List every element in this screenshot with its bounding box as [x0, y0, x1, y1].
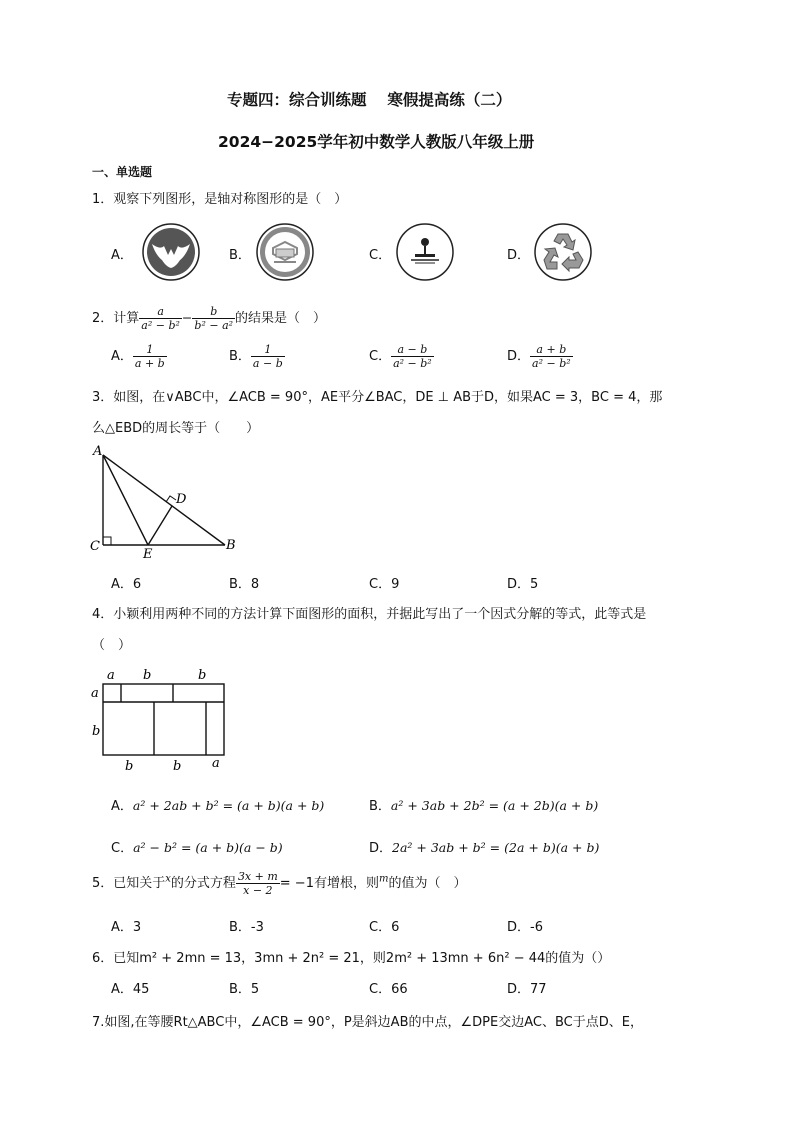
q3-option-c: C．9 — [369, 577, 400, 592]
question-2-stem — [92, 305, 326, 332]
q6-option-b: B．5 — [229, 982, 260, 997]
q5-fraction — [236, 870, 280, 897]
q2-option-d-den: a² − b² — [532, 357, 571, 370]
q5-var-m: m — [378, 873, 389, 885]
q4-left-b: b — [92, 724, 101, 739]
joystick-icon — [394, 222, 458, 282]
q2-option-c-num: a − b — [391, 343, 434, 357]
q2-fraction-2 — [192, 305, 235, 332]
q2-option-d — [507, 343, 573, 370]
title-line-1: 专题四：综合训练题 寒假提高练（二） — [227, 91, 512, 109]
q3-option-b: B．8 — [229, 577, 260, 592]
q1-option-d-label: D． — [507, 248, 531, 263]
q2-option-d-label: D． — [507, 349, 531, 364]
bank-emblem-icon — [254, 222, 318, 282]
q2-f1-denominator: a² − b² — [141, 319, 180, 332]
q5-option-c: C．6 — [369, 920, 400, 935]
q1-option-a-label: A． — [111, 248, 133, 263]
q2-option-a-den: a + b — [134, 357, 165, 370]
q4-rectangle-figure — [88, 664, 238, 776]
q4-option-b-expr: a² + 3ab + 2b² = (a + 2b)(a + b) — [390, 798, 599, 813]
q4-option-c-label: C． — [111, 841, 134, 856]
q4-option-a — [111, 795, 324, 814]
q5-numerator: 3x + m — [237, 870, 278, 883]
q2-option-b-den: a − b — [252, 357, 283, 370]
question-5-stem — [92, 870, 466, 897]
question-1-stem: 1．观察下列图形，是轴对称图形的是（ ） — [92, 192, 348, 207]
q2-option-a — [111, 343, 167, 370]
q1-option-b-label: B． — [229, 248, 251, 263]
q6-option-a: A．45 — [111, 982, 150, 997]
q4-option-d-label: D． — [369, 841, 393, 856]
q5-option-a: A．3 — [111, 920, 142, 935]
q5-suffix: 的值为（ ） — [388, 876, 467, 891]
q4-top-b-1: b — [143, 668, 152, 683]
q1-option-c-label: C． — [369, 248, 392, 263]
batman-logo-icon — [140, 222, 204, 282]
q3-point-e: E — [143, 547, 153, 560]
q2-option-c — [369, 343, 434, 370]
q5-eq: = −1有增根，则 — [279, 876, 379, 891]
q4-option-d — [369, 837, 599, 856]
title-line-2: 2024−2025学年初中数学人教版八年级上册 — [218, 133, 535, 151]
q3-option-a: A．6 — [111, 577, 142, 592]
q2-option-a-fraction — [133, 343, 167, 370]
q5-mid: 的分式方程 — [170, 876, 236, 891]
q2-f1-numerator: a — [139, 305, 182, 319]
section-heading: 一、单选题 — [92, 165, 153, 179]
q4-left-a: a — [91, 686, 99, 701]
q2-option-b-fraction — [251, 343, 285, 370]
q2-suffix: 的结果是（ ） — [235, 311, 327, 326]
q6-option-d: D．77 — [507, 982, 547, 997]
q4-option-a-label: A． — [111, 799, 133, 814]
q5-option-d: D．-6 — [507, 920, 543, 935]
q2-option-a-label: A． — [111, 349, 133, 364]
q3-point-d: D — [176, 492, 187, 507]
q5-option-b: B．-3 — [229, 920, 264, 935]
q2-fraction-1 — [139, 305, 182, 332]
question-4-line-2: （ ） — [92, 638, 132, 653]
q4-bottom-a: a — [212, 756, 220, 771]
recycle-icon — [532, 222, 596, 282]
q2-option-d-fraction — [530, 343, 573, 370]
q4-option-b-label: B． — [369, 799, 391, 814]
question-3-line-1: 3．如图，在∨ABC中，∠ACB = 90°，AE平分∠BAC，DE ⊥ AB于D，如果AC = 3，BC = 4，那 — [92, 390, 663, 405]
question-3-line-2: 么△EBD的周长等于（ ） — [92, 421, 260, 436]
q2-f2-numerator: b — [192, 305, 235, 319]
q4-bottom-b-2: b — [173, 759, 182, 774]
q4-top-a: a — [107, 668, 115, 683]
q5-denominator: x − 2 — [243, 884, 273, 897]
q2-f2-denominator: b² − a² — [194, 319, 234, 332]
question-7-stem: 7.如图,在等腰Rt△ABC中，∠ACB = 90°，P是斜边AB的中点，∠DPE交边AC、BC于点D、E， — [92, 1015, 643, 1030]
q4-top-b-2: b — [198, 668, 207, 683]
q4-bottom-b-1: b — [125, 759, 134, 774]
q5-var-x: x — [165, 873, 171, 885]
q2-option-c-den: a² − b² — [393, 357, 432, 370]
q2-option-c-label: C． — [369, 349, 392, 364]
q2-option-b-num: 1 — [251, 343, 285, 357]
q2-option-a-num: 1 — [133, 343, 167, 357]
q4-option-b — [369, 795, 598, 814]
q3-option-d: D．5 — [507, 577, 539, 592]
q4-option-a-expr: a² + 2ab + b² = (a + b)(a + b) — [132, 798, 325, 813]
q5-prefix: 5．已知关于 — [92, 876, 166, 891]
q3-triangle-figure — [88, 440, 248, 560]
q4-option-d-expr: 2a² + 3ab + b² = (2a + b)(a + b) — [392, 840, 600, 855]
q2-prefix: 2．计算 — [92, 311, 140, 326]
question-6-stem: 6．已知m² + 2mn = 13，3mn + 2n² = 21，则2m² + 13mn + 6n² − 44的值为（） — [92, 951, 611, 966]
q2-option-d-num: a + b — [530, 343, 573, 357]
q2-option-b-label: B． — [229, 349, 251, 364]
q2-minus: − — [181, 310, 193, 325]
q4-option-c — [111, 837, 283, 856]
q3-point-c: C — [90, 539, 100, 554]
q6-option-c: C．66 — [369, 982, 408, 997]
q2-option-c-fraction — [391, 343, 434, 370]
q3-point-b: B — [226, 538, 236, 553]
question-4-line-1: 4．小颖利用两种不同的方法计算下面图形的面积，并据此写出了一个因式分解的等式，此等式是 — [92, 607, 647, 622]
q3-point-a: A — [93, 444, 103, 459]
q4-option-c-expr: a² − b² = (a + b)(a − b) — [133, 840, 283, 855]
q2-option-b — [229, 343, 285, 370]
